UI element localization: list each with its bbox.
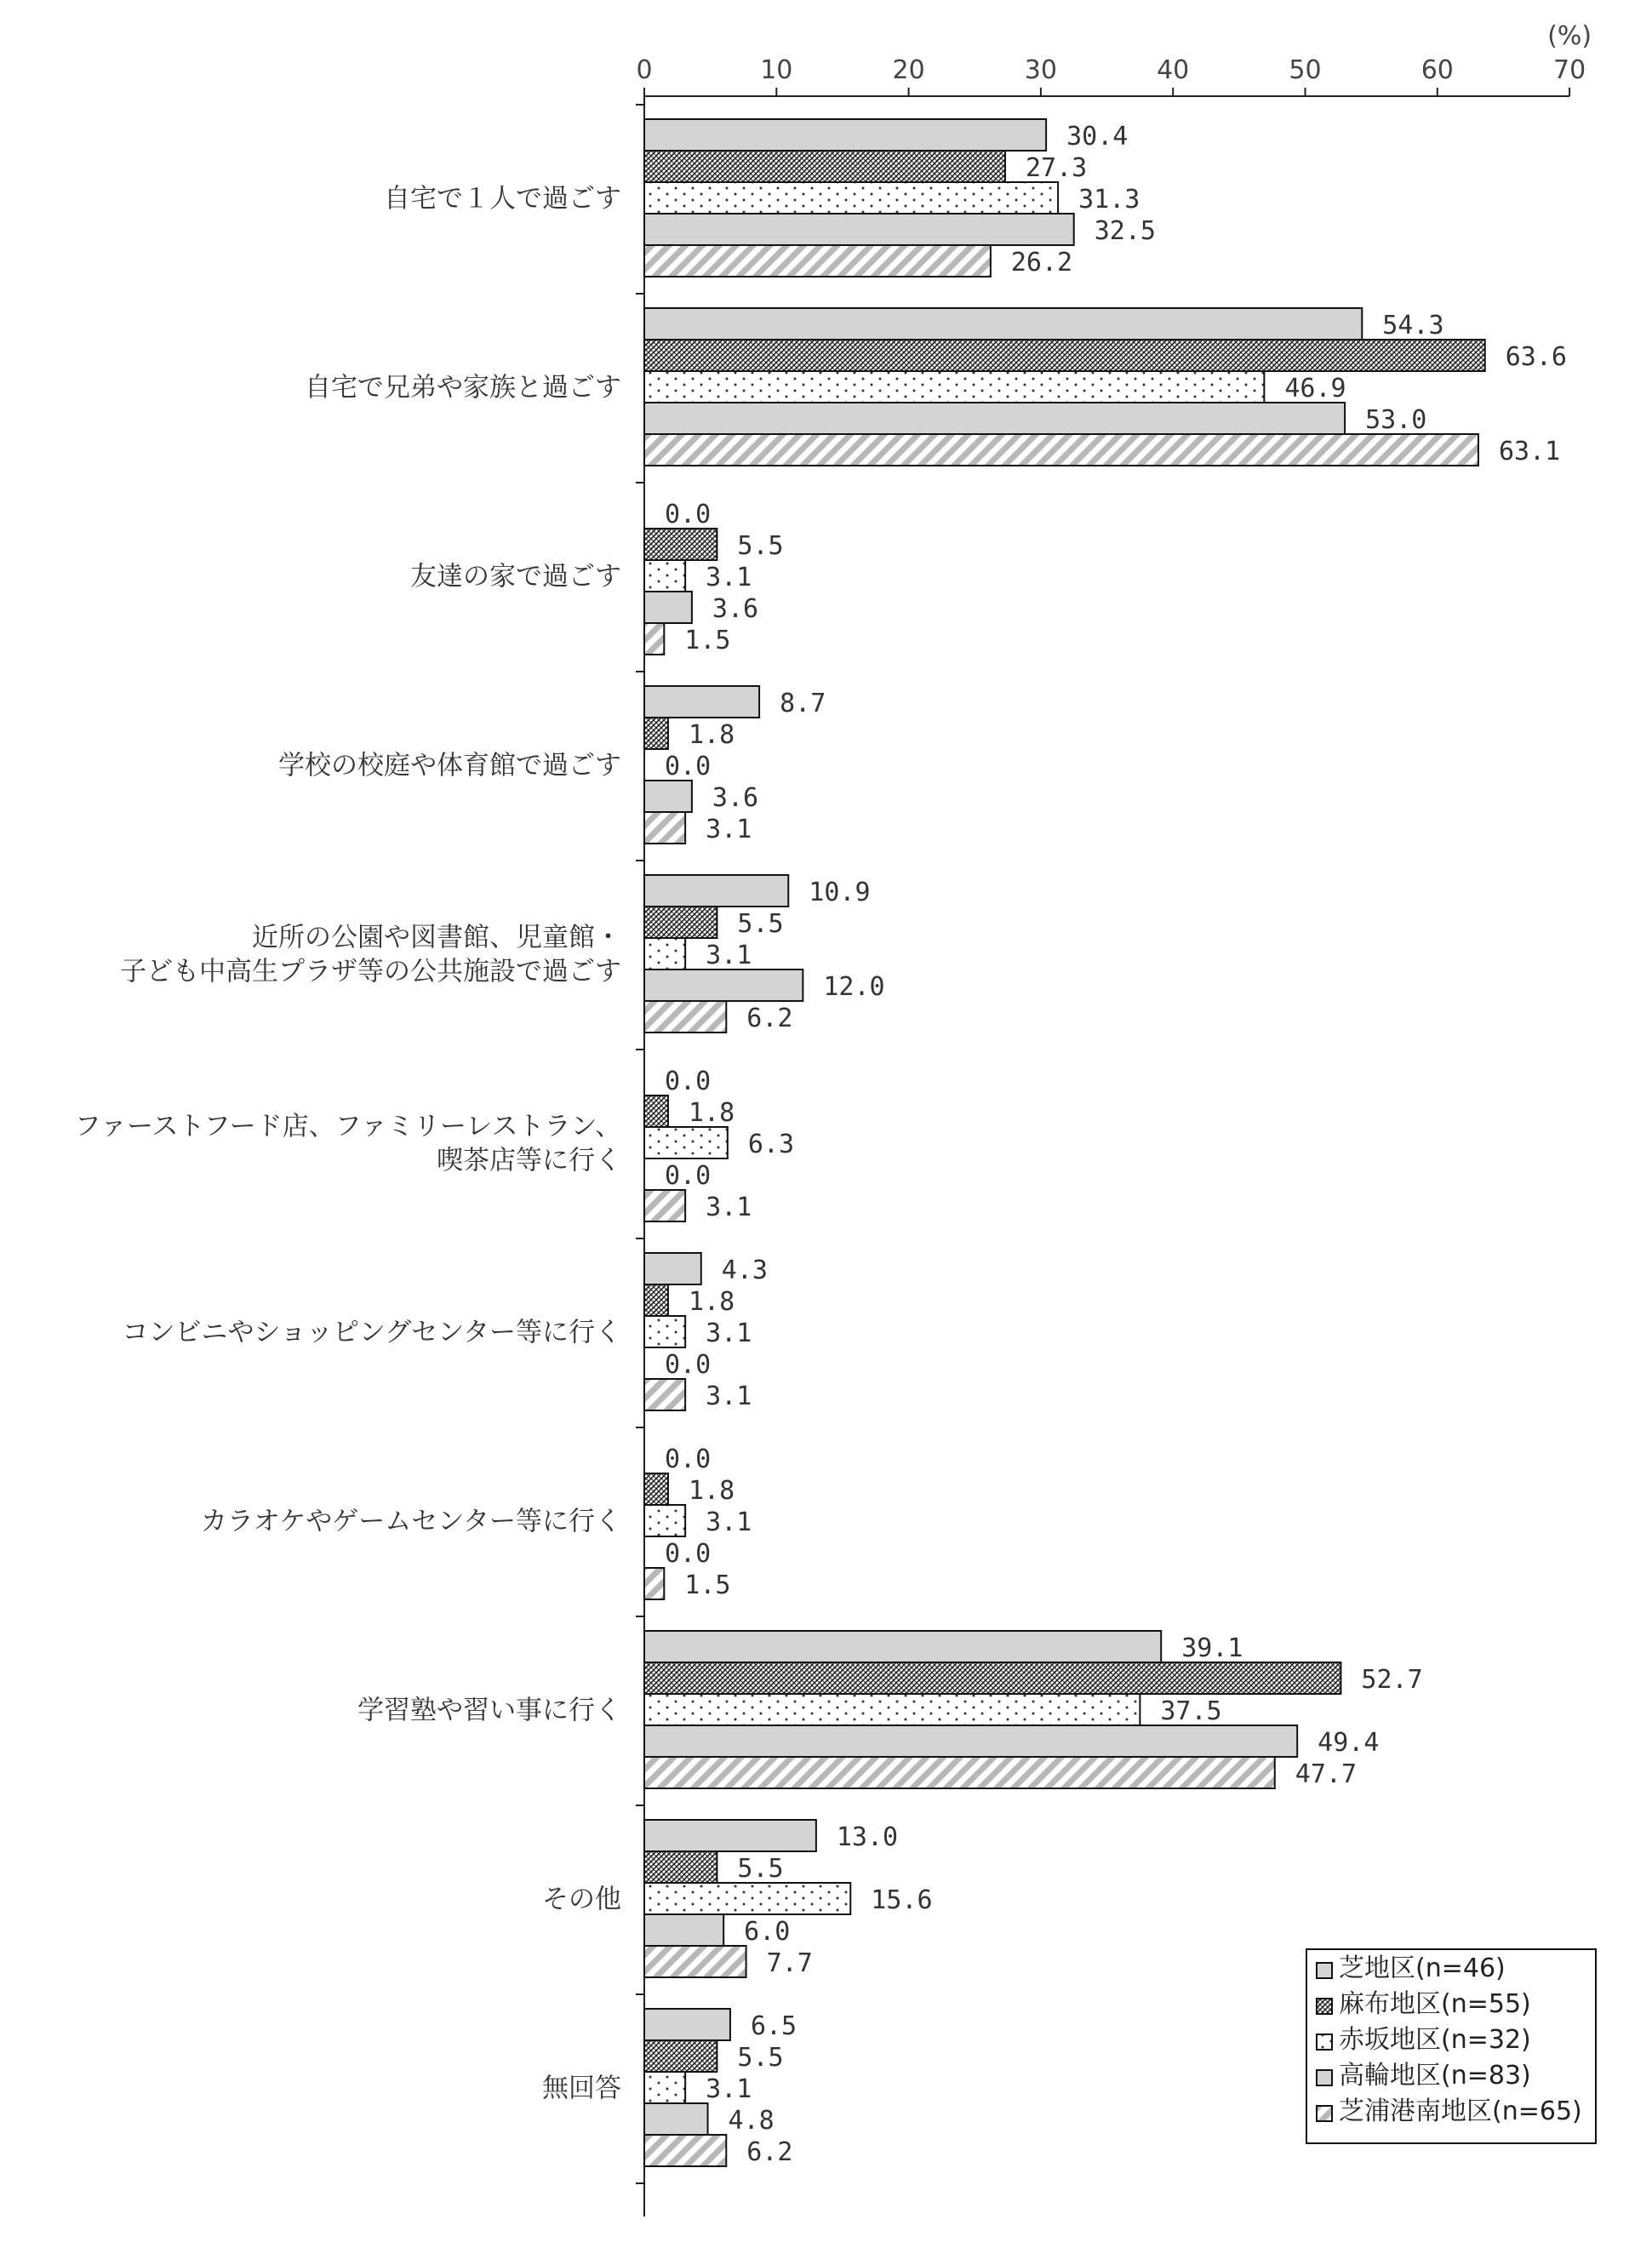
data-label: 0.0 xyxy=(665,1444,712,1474)
bar xyxy=(644,623,664,655)
bar xyxy=(644,1473,668,1505)
category-label: 自宅で１人で過ごす xyxy=(384,183,621,215)
x-tick-label: 0 xyxy=(636,55,653,85)
category-label: カラオケやゲームセンター等に行く xyxy=(200,1506,621,1537)
bar xyxy=(644,1127,728,1158)
data-label: 6.0 xyxy=(744,1917,791,1947)
bar xyxy=(644,1851,717,1883)
bar xyxy=(644,529,717,560)
bar xyxy=(644,403,1345,434)
data-label: 4.8 xyxy=(728,2106,775,2136)
bar xyxy=(644,1190,685,1221)
bar xyxy=(644,340,1485,371)
category-label: 子ども中高生プラザ等の公共施設で過ごす xyxy=(120,956,621,987)
bar xyxy=(644,1316,685,1347)
bar xyxy=(644,560,685,592)
bar xyxy=(644,907,717,938)
data-label: 63.6 xyxy=(1505,342,1567,372)
data-label: 6.2 xyxy=(746,2137,793,2167)
data-label: 1.5 xyxy=(684,626,731,655)
legend-swatch xyxy=(1317,1999,1332,2014)
legend-label: 芝地区(n=46) xyxy=(1339,1953,1506,1983)
legend-swatch xyxy=(1317,2106,1332,2121)
data-label: 10.9 xyxy=(809,878,871,907)
data-label: 5.5 xyxy=(737,2043,784,2073)
bar xyxy=(644,371,1264,403)
unit-label: (%) xyxy=(1547,21,1592,51)
data-label: 0.0 xyxy=(665,752,712,781)
bar xyxy=(644,1095,668,1127)
x-tick-label: 10 xyxy=(760,55,793,85)
data-label: 37.5 xyxy=(1160,1696,1222,1726)
data-label: 3.1 xyxy=(706,1193,752,1222)
x-tick-label: 40 xyxy=(1157,55,1190,85)
data-label: 3.1 xyxy=(706,563,752,592)
category-label: その他 xyxy=(542,1884,621,1915)
data-label: 26.2 xyxy=(1010,248,1073,277)
data-label: 0.0 xyxy=(665,1350,712,1380)
category-label: 学校の校庭や体育館で過ごす xyxy=(278,750,621,781)
category-label: 自宅で兄弟や家族と過ごす xyxy=(305,372,621,403)
data-label: 0.0 xyxy=(665,1161,712,1191)
data-label: 6.3 xyxy=(747,1130,795,1159)
data-label: 1.8 xyxy=(688,1476,735,1506)
data-label: 1.8 xyxy=(688,1287,735,1317)
data-label: 31.3 xyxy=(1078,185,1140,215)
bar xyxy=(644,1725,1297,1757)
bar xyxy=(644,2040,717,2072)
data-label: 3.1 xyxy=(706,1318,752,1348)
bar xyxy=(644,151,1005,182)
bar xyxy=(644,1631,1161,1662)
bar xyxy=(644,308,1362,340)
data-label: 4.3 xyxy=(721,1256,768,1285)
bar xyxy=(644,214,1074,245)
data-label: 27.3 xyxy=(1025,153,1088,183)
x-tick-label: 20 xyxy=(892,55,925,85)
bar xyxy=(644,1505,685,1536)
data-label: 12.0 xyxy=(823,972,885,1002)
bar xyxy=(644,434,1478,466)
data-label: 3.1 xyxy=(706,2074,752,2104)
bar xyxy=(644,812,685,844)
data-label: 15.6 xyxy=(871,1885,933,1915)
bar xyxy=(644,1284,668,1316)
bar xyxy=(644,938,685,970)
data-label: 3.1 xyxy=(706,941,752,970)
data-label: 8.7 xyxy=(780,689,826,718)
bar xyxy=(644,2009,730,2040)
x-tick-label: 50 xyxy=(1289,55,1322,85)
data-label: 63.1 xyxy=(1498,437,1561,466)
legend-swatch xyxy=(1317,2070,1332,2085)
data-label: 30.4 xyxy=(1066,122,1129,152)
data-label: 49.4 xyxy=(1318,1728,1380,1758)
bar xyxy=(644,1001,726,1032)
data-label: 3.6 xyxy=(712,594,759,624)
category-label: 学習塾や習い事に行く xyxy=(357,1695,621,1726)
bar xyxy=(644,2135,726,2166)
bar xyxy=(644,119,1046,151)
legend-label: 赤坂地区(n=32) xyxy=(1339,2025,1531,2055)
category-label: 無回答 xyxy=(542,2073,621,2104)
data-label: 53.0 xyxy=(1365,405,1427,435)
bar xyxy=(644,592,692,623)
bar xyxy=(644,970,803,1001)
x-tick-label: 30 xyxy=(1024,55,1057,85)
data-label: 5.5 xyxy=(737,1854,784,1884)
legend-label: 高輪地区(n=83) xyxy=(1339,2061,1531,2091)
x-tick-label: 70 xyxy=(1553,55,1586,85)
bar xyxy=(644,182,1058,214)
data-label: 5.5 xyxy=(737,531,784,561)
legend-label: 麻布地区(n=55) xyxy=(1339,1989,1531,2019)
bar xyxy=(644,781,692,812)
bar xyxy=(644,718,668,749)
category-label: 喫茶店等に行く xyxy=(437,1145,621,1176)
data-label: 6.5 xyxy=(750,2011,797,2041)
data-label: 39.1 xyxy=(1181,1633,1243,1663)
data-label: 0.0 xyxy=(665,1539,712,1569)
data-label: 0.0 xyxy=(665,500,712,529)
category-label: 近所の公園や図書館、児童館・ xyxy=(252,922,621,953)
data-label: 13.0 xyxy=(836,1822,899,1852)
bar xyxy=(644,2072,685,2103)
bar xyxy=(644,1757,1275,1788)
data-label: 54.3 xyxy=(1382,311,1444,340)
category-label: ファーストフード店、ファミリーレストラン、 xyxy=(74,1111,621,1142)
bar xyxy=(644,1914,723,1946)
bar xyxy=(644,1883,850,1914)
data-label: 52.7 xyxy=(1361,1665,1423,1695)
data-label: 1.5 xyxy=(684,1570,731,1600)
data-label: 1.8 xyxy=(688,720,735,750)
data-label: 47.7 xyxy=(1295,1759,1358,1789)
data-label: 0.0 xyxy=(665,1067,712,1096)
data-label: 3.1 xyxy=(706,1507,752,1537)
bar xyxy=(644,1379,685,1410)
data-label: 1.8 xyxy=(688,1098,735,1128)
data-label: 5.5 xyxy=(737,909,784,939)
data-label: 3.1 xyxy=(706,1381,752,1411)
bar xyxy=(644,1820,816,1851)
bar xyxy=(644,245,991,277)
data-label: 32.5 xyxy=(1094,216,1156,246)
bar xyxy=(644,875,788,907)
data-label: 6.2 xyxy=(746,1004,793,1033)
bar xyxy=(644,2103,708,2135)
bar xyxy=(644,1253,701,1284)
category-label: 友達の家で過ごす xyxy=(410,561,621,592)
data-label: 46.9 xyxy=(1284,374,1346,403)
bar xyxy=(644,1568,664,1599)
bar xyxy=(644,1662,1340,1694)
bar xyxy=(644,1694,1140,1725)
data-label: 3.1 xyxy=(706,815,752,844)
category-label: コンビニやショッピングセンター等に行く xyxy=(122,1317,621,1348)
bar xyxy=(644,686,759,718)
data-label: 3.6 xyxy=(712,783,759,813)
legend-swatch xyxy=(1317,2034,1332,2050)
x-tick-label: 60 xyxy=(1420,55,1454,85)
data-label: 7.7 xyxy=(766,1948,813,1978)
legend-label: 芝浦港南地区(n=65) xyxy=(1339,2096,1582,2126)
legend-swatch xyxy=(1317,1963,1332,1978)
legend xyxy=(1306,1949,1596,2143)
bar xyxy=(644,1946,746,1977)
